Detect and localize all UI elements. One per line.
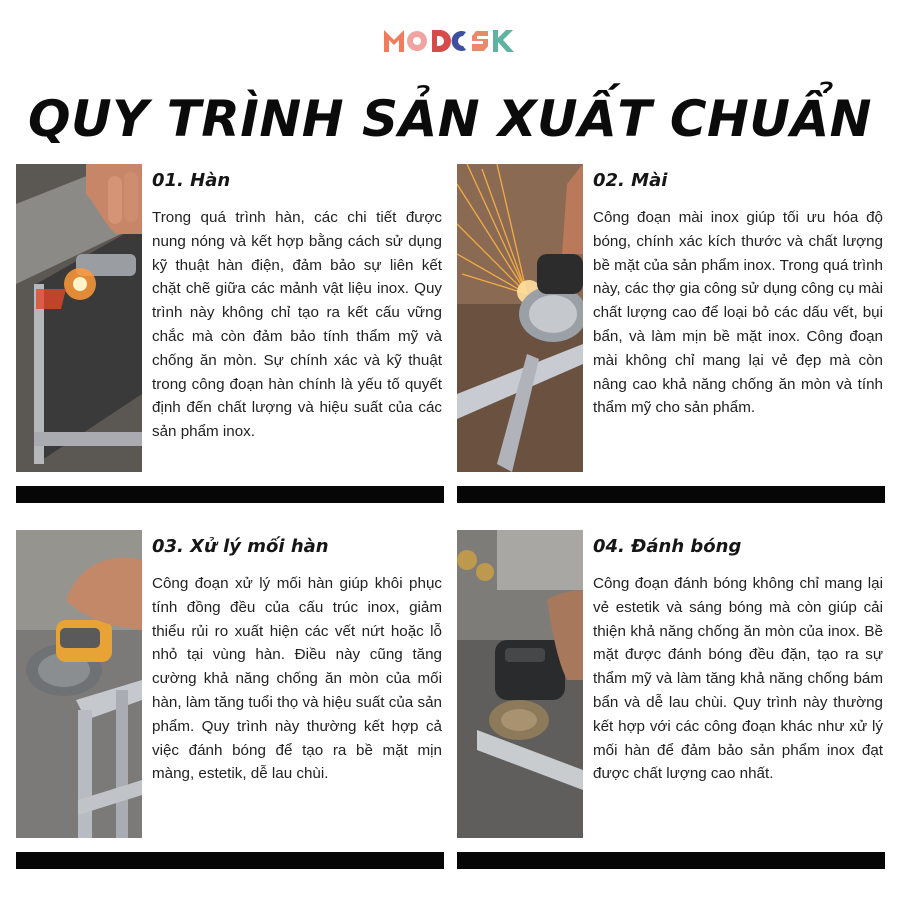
step-description: Công đoạn xử lý mối hàn giúp khôi phục tính đồng đều của cấu trúc inox, giảm thiểu rủi ro xuất hiện các vết nứt hoặc lỗ nhỏ tại vùng hàn. Điều này cũng tăng cường khả năng chống ăn mòn của mối hàn, làm tăng tuổi thọ và hiệu suất của sản phẩm. Quy trình này thường kết hợp cả việc đánh bóng để tạo ra bề mặt mịn màng, estetik, dễ lau chùi. [152, 575, 442, 783]
section-divider-bar [16, 486, 444, 503]
grinding-photo-icon [457, 164, 583, 472]
brand-logo [384, 28, 516, 52]
step-card-polishing [457, 530, 885, 870]
step-title: 03. Xử lý mối hàn [152, 536, 329, 557]
step-description: Trong quá trình hàn, các chi tiết được nung nóng và kết hợp bằng cách sử dụng kỹ thuật hàn điện, đảm bảo sự liên kết chặt chẽ giữa các mảnh vật liệu inox. Quy trình này không chỉ tạo ra kết cấu vững chắc mà còn đảm bảo tính thẩm mỹ và chống ăn mòn. Sự chính xác và kỹ thuật trong công đoạn hàn chính là yếu tố quyết định đến chất lượng và hiệu suất của các sản phẩm inox. [152, 209, 442, 441]
step-title: 02. Mài [593, 170, 668, 191]
step-description: Công đoạn mài inox giúp tối ưu hóa độ bóng, chính xác kích thước và chất lượng bề mặt của sản phẩm inox. Trong quá trình này, các thợ gia công sử dụng công cụ mài chất lượng cao để loại bỏ các dấu vết, bụi bẩn, và làm mịn bề mặt inox. Công đoạn mài không chỉ mang lại vẻ đẹp mà còn nâng cao khả năng chống ăn mòn và tính thẩm mỹ cho sản phẩm. [593, 209, 884, 417]
step-title: 01. Hàn [152, 170, 231, 191]
section-divider-bar [457, 486, 885, 503]
polishing-photo-icon [457, 530, 583, 838]
step-card-welding [16, 164, 444, 504]
welding-photo-icon [16, 164, 142, 472]
step-title: 04. Đánh bóng [593, 536, 742, 557]
step-description: Công đoạn đánh bóng không chỉ mang lại vẻ estetik và sáng bóng mà còn giúp cải thiện khả năng chống ăn mòn của inox. Bề mặt được đánh bóng đều đặn, tạo ra sự thẩm mỹ và làm tăng khả năng chống bám bẩn và dễ lau chùi. Quy trình này thường kết hợp với các công đoạn khác như xử lý mối hàn để đảm bảo sản phẩm inox đạt được chất lượng cao nhất. [593, 575, 883, 783]
page-title: QUY TRÌNH SẢN XUẤT CHUẨN [27, 90, 873, 148]
weld-treatment-photo-icon [16, 530, 142, 838]
step-card-grinding [457, 164, 885, 504]
step-card-weld-treatment [16, 530, 444, 870]
modcsk-logo-icon [384, 28, 516, 52]
section-divider-bar [16, 852, 444, 869]
section-divider-bar [457, 852, 885, 869]
